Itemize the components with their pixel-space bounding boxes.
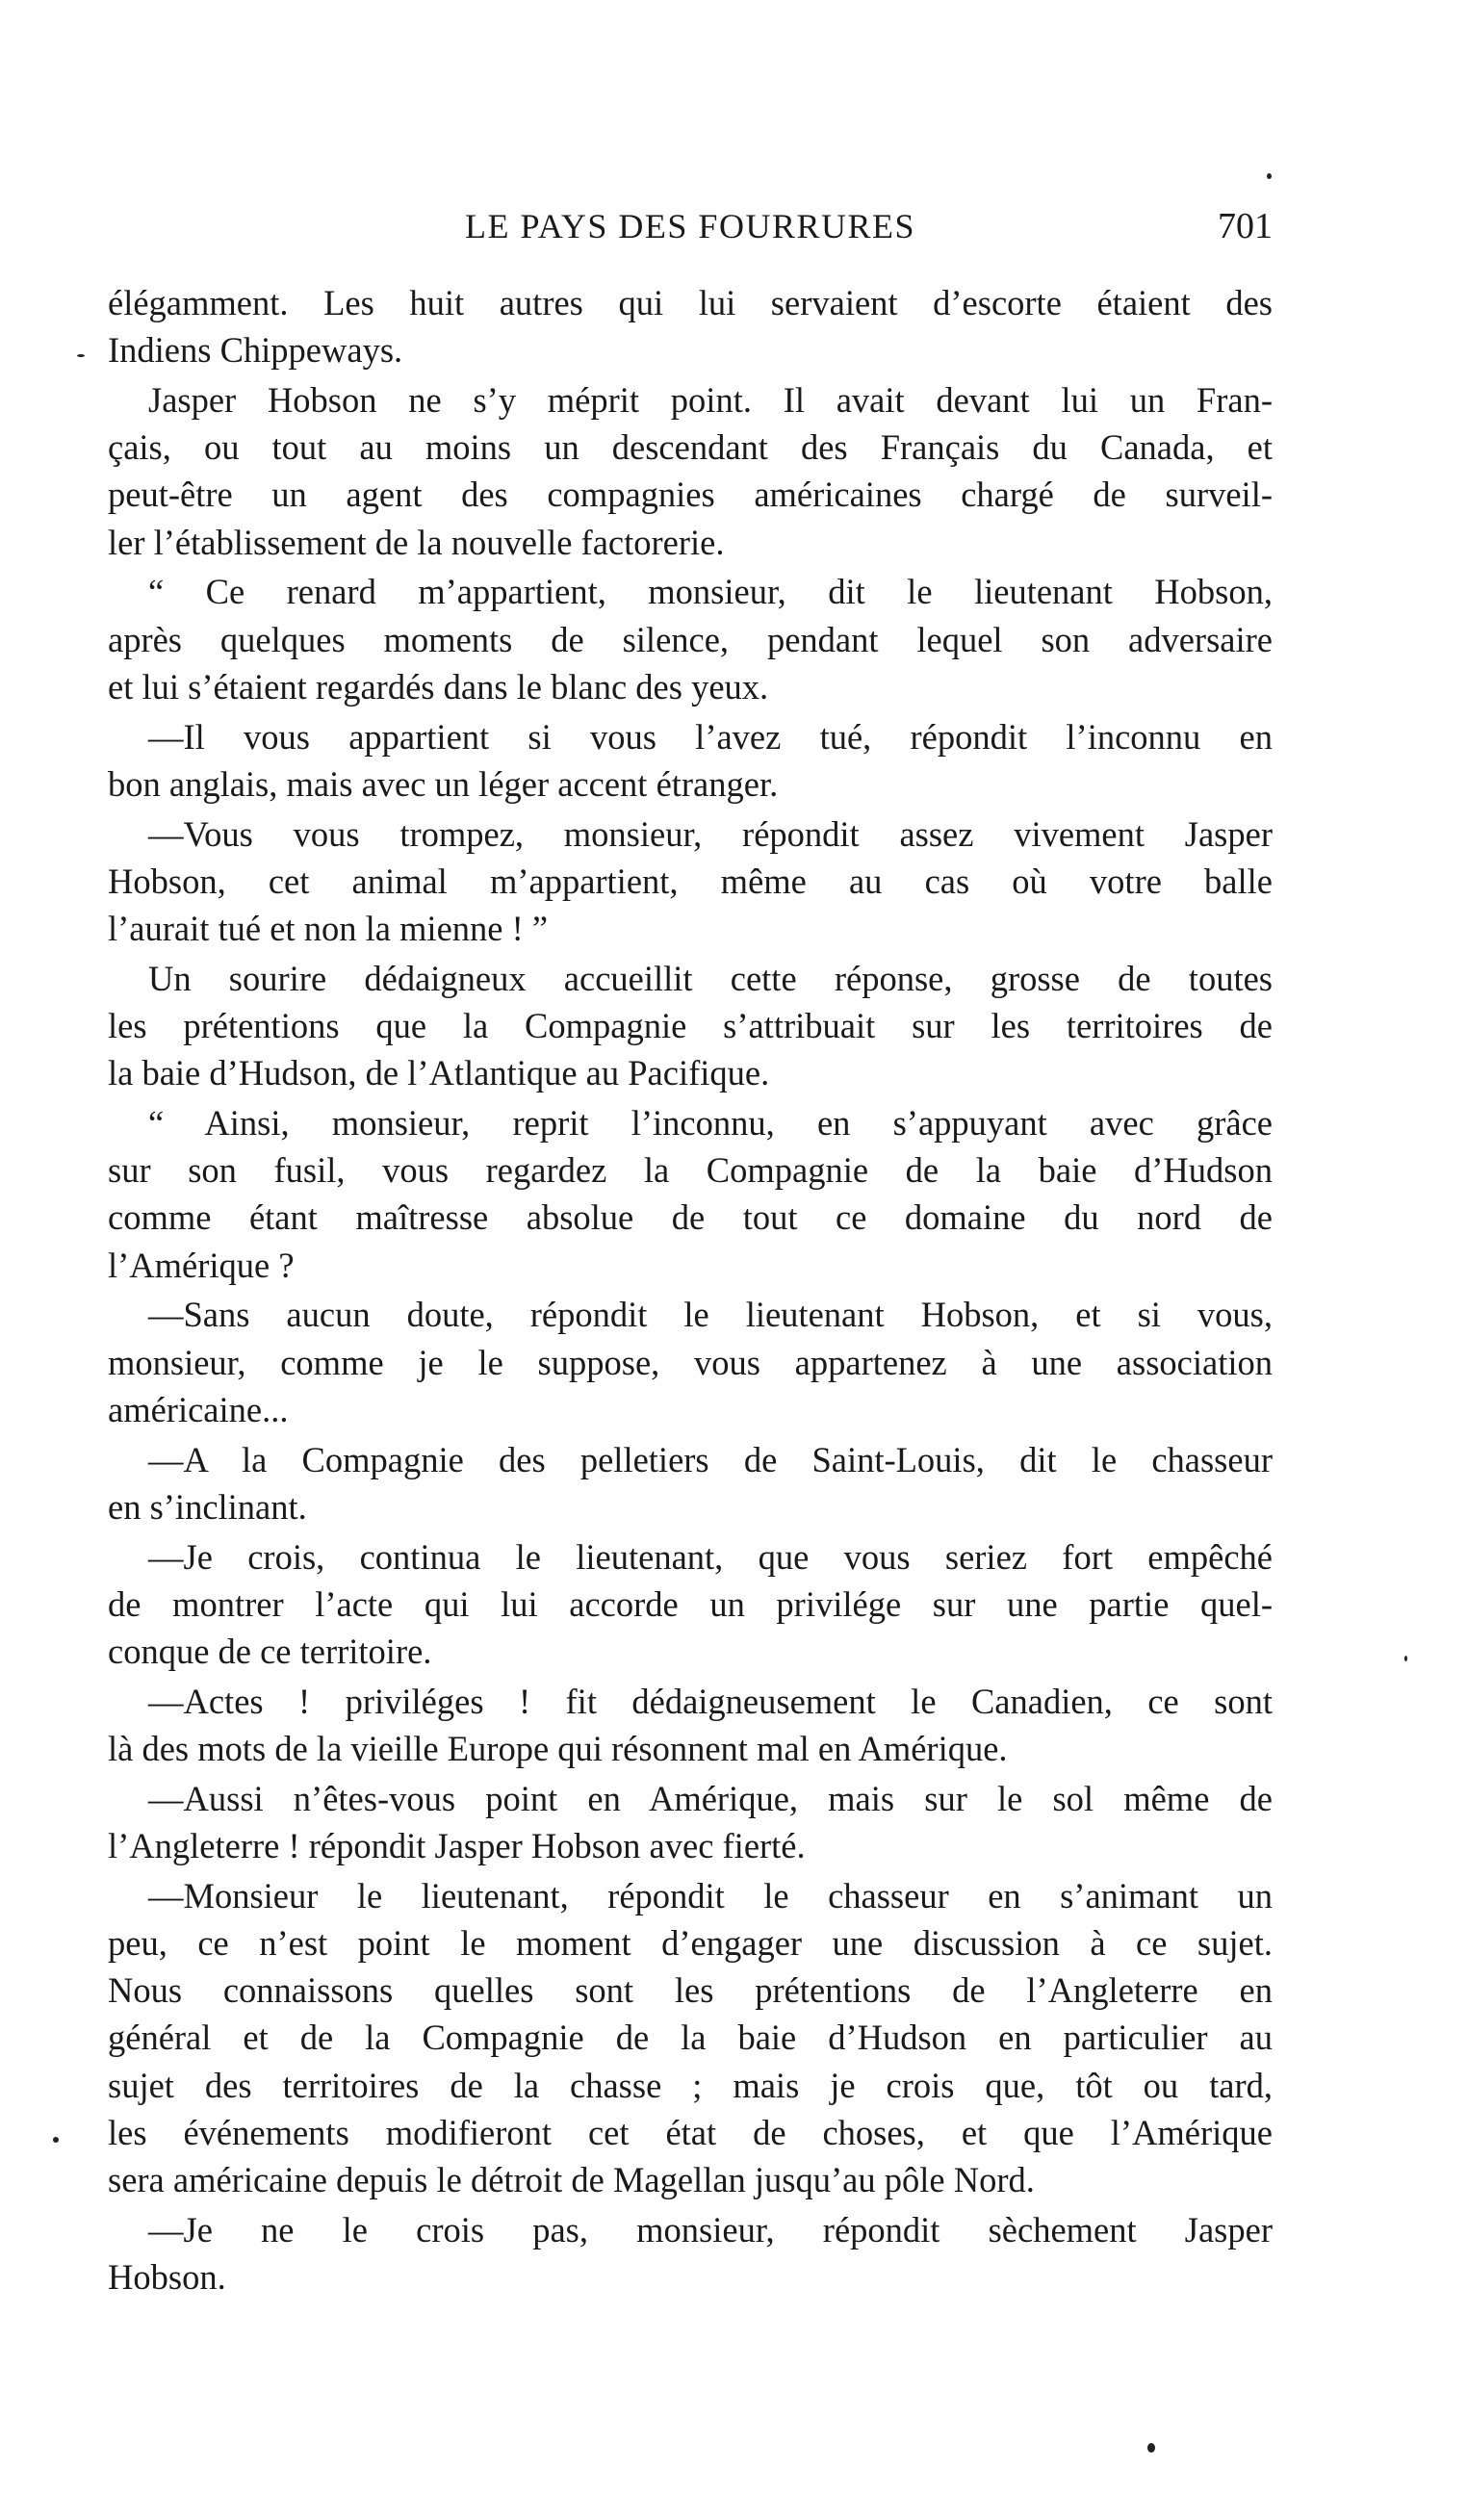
text-line: bon anglais, mais avec un léger accent étranger. (108, 763, 779, 804)
paragraph (108, 1678, 1273, 1772)
text-line: monsieur, comme je le suppose, vous appartenez à une association (108, 1342, 1273, 1382)
paragraph (108, 1872, 1273, 2203)
paragraph (108, 1436, 1273, 1530)
paragraph (108, 376, 1273, 566)
text-line: de montrer l’acte qui lui accorde un privilége sur une partie quel- (108, 1583, 1273, 1624)
page-number: 701 (1218, 206, 1273, 246)
text-line: l’aurait tué et non la mienne ! ” (108, 909, 549, 949)
print-speck (1267, 173, 1272, 179)
paragraph (108, 1099, 1273, 1289)
paragraph (108, 810, 1273, 953)
text-line: en s’inclinant. (108, 1486, 307, 1527)
running-title: LE PAYS DES FOURRURES (465, 207, 915, 245)
text-line: comme étant maîtresse absolue de tout ce domaine du nord de (108, 1197, 1273, 1238)
text-line: çais, ou tout au moins un descendant des Français du Canada, et (108, 427, 1273, 468)
text-line: là des mots de la vieille Europe qui résonnent mal en Amérique. (108, 1729, 1008, 1769)
text-line: après quelques moments de silence, pendant lequel son adversaire (108, 619, 1273, 659)
print-speck (1404, 1656, 1407, 1661)
text-line: les événements modifieront cet état de choses, et que l’Amérique (108, 2112, 1273, 2152)
text-line: et lui s’étaient regardés dans le blanc des yeux. (108, 666, 769, 707)
text-line: la baie d’Hudson, de l’Atlantique au Pacifique. (108, 1053, 770, 1093)
text-line: —A la Compagnie des pelletiers de Saint-Louis, dit le chasseur (148, 1439, 1273, 1479)
text-line: l’Amérique ? (108, 1245, 295, 1285)
text-line: l’Angleterre ! répondit Jasper Hobson avec fierté. (108, 1826, 806, 1866)
text-line: élégamment. Les huit autres qui lui servaient d’escorte étaient des (108, 283, 1273, 322)
text-line: sujet des territoires de la chasse ; mais je crois que, tôt ou tard, (108, 2065, 1273, 2105)
text-line: américaine... (108, 1389, 289, 1429)
text-line: —Sans aucun doute, répondit le lieutenant Hobson, et si vous, (148, 1295, 1273, 1335)
text-line: peu, ce n’est point le moment d’engager une discussion à ce sujet. (108, 1923, 1273, 1964)
text-line: général et de la Compagnie de la baie d’Hudson en particulier au (108, 2018, 1273, 2058)
text-line: Un sourire dédaigneux accueillit cette réponse, grosse de toutes (148, 958, 1273, 998)
text-line: Jasper Hobson ne s’y méprit point. Il avait devant lui un Fran- (148, 380, 1273, 420)
print-speck (53, 2137, 59, 2143)
text-line: sera américaine depuis le détroit de Magellan jusqu’au pôle Nord. (108, 2160, 1035, 2200)
text-line: les prétentions que la Compagnie s’attribuait sur les territoires de (108, 1006, 1273, 1046)
text-line: Nous connaissons quelles sont les prétentions de l’Angleterre en (108, 1970, 1273, 2011)
text-line: conque de ce territoire. (108, 1632, 432, 1672)
paragraph (108, 568, 1273, 710)
body-text (108, 279, 1273, 2303)
text-line: “ Ainsi, monsieur, reprit l’inconnu, en s’appuyant avec grâce (148, 1103, 1273, 1144)
print-speck (1147, 2443, 1155, 2453)
text-line: “ Ce renard m’appartient, monsieur, dit le lieutenant Hobson, (148, 572, 1273, 612)
text-line: Hobson, cet animal m’appartient, même au cas où votre balle (108, 861, 1273, 901)
text-line: Hobson. (108, 2257, 226, 2298)
text-line: —Aussi n’êtes-vous point en Amérique, mais sur le sol même de (148, 1778, 1273, 1818)
text-line: —Je ne le crois pas, monsieur, répondit sèchement Jasper (148, 2209, 1273, 2250)
paragraph (108, 279, 1273, 373)
text-line: sur son fusil, vous regardez la Compagnie de la baie d’Hudson (108, 1150, 1273, 1191)
paragraph (108, 1291, 1273, 1433)
text-line: Indiens Chippeways. (108, 330, 403, 371)
text-line: peut-être un agent des compagnies américaines chargé de surveil- (108, 475, 1273, 515)
paragraph (108, 1775, 1273, 1869)
paragraph (108, 955, 1273, 1097)
text-line: —Actes ! priviléges ! fit dédaigneusement le Canadien, ce sont (148, 1681, 1273, 1721)
paragraph (108, 713, 1273, 808)
text-line: —Vous vous trompez, monsieur, répondit assez vivement Jasper (148, 813, 1273, 854)
running-head (108, 197, 1273, 255)
text-line: —Monsieur le lieutenant, répondit le chasseur en s’animant un (148, 1875, 1273, 1916)
paragraph (108, 1533, 1273, 1676)
text-line: ler l’établissement de la nouvelle factorerie. (108, 522, 725, 562)
text-line: —Il vous appartient si vous l’avez tué, répondit l’inconnu en (148, 716, 1273, 757)
paragraph (108, 2206, 1273, 2301)
text-line: —Je crois, continua le lieutenant, que vous seriez fort empêché (148, 1536, 1273, 1577)
print-speck (77, 354, 85, 357)
